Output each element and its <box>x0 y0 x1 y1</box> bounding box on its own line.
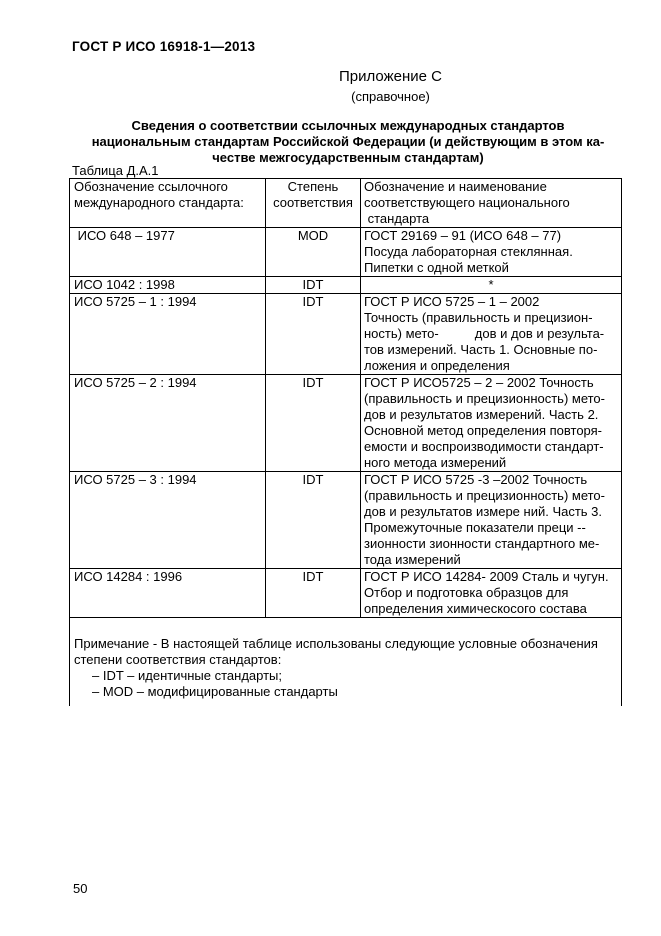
table-row <box>70 294 622 375</box>
national-standard-cell: ГОСТ Р ИСО5725 – 2 – 2002 Точность (правильность и прецизионность) мето- дов и результатов измерений. Часть 2. Основной метод определения повторя- емости и воспроизводимости стандарт- ного метода измерений <box>361 375 622 472</box>
table-note <box>70 618 622 707</box>
degree-cell: IDT <box>266 375 361 472</box>
section-title <box>78 118 618 166</box>
national-standard-cell: ГОСТ 29169 – 91 (ИСО 648 – 77) Посуда лабораторная стеклянная. Пипетки с одной меткой <box>361 228 622 277</box>
national-standard-cell: ГОСТ Р ИСО 5725 -3 –2002 Точность (правильность и прецизионность) мето- дов и результатов измере ний. Часть 3. Промежуточные показатели преци -- зионности зионности стандартного ме- тода измерений <box>361 472 622 569</box>
note-text: Примечание - В настоящей таблице использованы следующие условные обозначения <box>74 636 598 651</box>
table-row <box>70 277 622 294</box>
table-row <box>70 228 622 277</box>
section-title-line: Сведения о соответствии ссылочных международных стандартов <box>131 118 565 133</box>
header-national-standard: Обозначение и наименование соответствующего национального стандарта <box>361 179 622 228</box>
international-standard-cell: ИСО 14284 : 1996 <box>70 569 266 618</box>
table-row <box>70 472 622 569</box>
section-title-line: национальным стандартам Российской Федерации (и действующим в этом ка- <box>91 134 605 149</box>
appendix-subtitle: (справочное) <box>351 89 430 104</box>
international-standard-cell: ИСО 5725 – 2 : 1994 <box>70 375 266 472</box>
page-number: 50 <box>73 881 88 896</box>
international-standard-cell: ИСО 5725 – 3 : 1994 <box>70 472 266 569</box>
standards-table <box>69 178 622 706</box>
header-degree: Степень соответствия <box>266 179 361 228</box>
international-standard-cell: ИСО 648 – 1977 <box>70 228 266 277</box>
national-standard-cell: * <box>361 277 622 294</box>
international-standard-cell: ИСО 5725 – 1 : 1994 <box>70 294 266 375</box>
section-title-line: честве межгосударственным стандартам) <box>212 150 484 165</box>
note-text: степени соответствия стандартов: <box>74 652 282 667</box>
note-list-item: – MOD – модифицированные стандарты <box>92 684 338 699</box>
national-standard-cell: ГОСТ Р ИСО 14284- 2009 Сталь и чугун. Отбор и подготовка образцов для определения химическосого состава <box>361 569 622 618</box>
table-row <box>70 569 622 618</box>
national-standard-cell: ГОСТ Р ИСО 5725 – 1 – 2002 Точность (правильность и прецизион- ность) мето- дов и дов и результа- тов измерений. Часть 1. Основные по- ложения и определения <box>361 294 622 375</box>
header-international-standard: Обозначение ссылочного международного стандарта: <box>70 179 266 228</box>
degree-cell: IDT <box>266 472 361 569</box>
degree-cell: IDT <box>266 277 361 294</box>
international-standard-cell: ИСО 1042 : 1998 <box>70 277 266 294</box>
document-code-header: ГОСТ Р ИСО 16918-1—2013 <box>72 39 256 54</box>
degree-cell: MOD <box>266 228 361 277</box>
table-row <box>70 375 622 472</box>
appendix-title: Приложение С <box>339 68 442 85</box>
table-note-row <box>70 618 622 707</box>
degree-cell: IDT <box>266 294 361 375</box>
degree-cell: IDT <box>266 569 361 618</box>
note-list-item: – IDT – идентичные стандарты; <box>92 668 282 683</box>
table-caption: Таблица Д.А.1 <box>72 163 159 178</box>
table-header-row <box>70 179 622 228</box>
